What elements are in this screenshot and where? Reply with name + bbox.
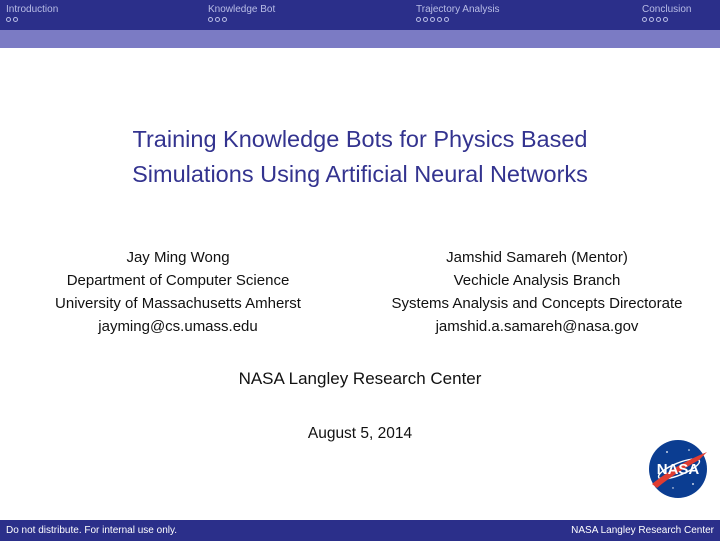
- frame-dot[interactable]: [663, 17, 668, 22]
- mentor-name: Jamshid Samareh (Mentor): [446, 249, 628, 266]
- nav-section-trajectory-analysis[interactable]: Trajectory Analysis: [416, 4, 500, 15]
- author-name: Jay Ming Wong: [126, 249, 230, 266]
- header-stripe: [0, 30, 720, 48]
- title-line-2: Simulations Using Artificial Neural Networks: [132, 161, 588, 187]
- presentation-date: August 5, 2014: [307, 425, 413, 442]
- header-nav-bar: [0, 0, 720, 30]
- frame-dot[interactable]: [642, 17, 647, 22]
- nav-dots-conclusion[interactable]: [642, 17, 668, 22]
- frame-dot[interactable]: [215, 17, 220, 22]
- footer-distribution-notice: Do not distribute. For internal use only.: [6, 525, 178, 536]
- frame-dot[interactable]: [6, 17, 11, 22]
- frame-dot[interactable]: [423, 17, 428, 22]
- author-block-1: [18, 246, 338, 338]
- nav-section-knowledge-bot[interactable]: Knowledge Bot: [208, 4, 276, 15]
- nasa-logo: [647, 438, 709, 500]
- author-organization: University of Massachusetts Amherst: [55, 295, 301, 312]
- mentor-email: jamshid.a.samareh@nasa.gov: [435, 318, 639, 335]
- presentation-title: [0, 122, 720, 192]
- footer-institute: NASA Langley Research Center: [571, 525, 714, 536]
- frame-dot[interactable]: [656, 17, 661, 22]
- nav-dots-trajectory-analysis[interactable]: [416, 17, 449, 22]
- frame-dot[interactable]: [416, 17, 421, 22]
- nav-section-conclusion[interactable]: Conclusion: [642, 4, 692, 15]
- frame-dot[interactable]: [444, 17, 449, 22]
- frame-dot[interactable]: [430, 17, 435, 22]
- author-block-2: [356, 246, 718, 338]
- frame-dot[interactable]: [437, 17, 442, 22]
- institute-name: NASA Langley Research Center: [238, 369, 482, 388]
- nasa-meatball-icon: [647, 438, 709, 500]
- frame-dot[interactable]: [13, 17, 18, 22]
- frame-dot[interactable]: [222, 17, 227, 22]
- nav-dots-introduction[interactable]: [6, 17, 18, 22]
- title-line-1: Training Knowledge Bots for Physics Based: [132, 126, 588, 152]
- nav-section-introduction[interactable]: Introduction: [6, 4, 59, 15]
- author-department: Department of Computer Science: [66, 272, 290, 289]
- frame-dot[interactable]: [649, 17, 654, 22]
- nav-dots-knowledge-bot[interactable]: [208, 17, 227, 22]
- author-email: jayming@cs.umass.edu: [98, 318, 258, 335]
- frame-dot[interactable]: [208, 17, 213, 22]
- logo-text: NASA: [656, 461, 700, 478]
- mentor-directorate: Systems Analysis and Concepts Directorate: [391, 295, 683, 312]
- mentor-branch: Vechicle Analysis Branch: [453, 272, 621, 289]
